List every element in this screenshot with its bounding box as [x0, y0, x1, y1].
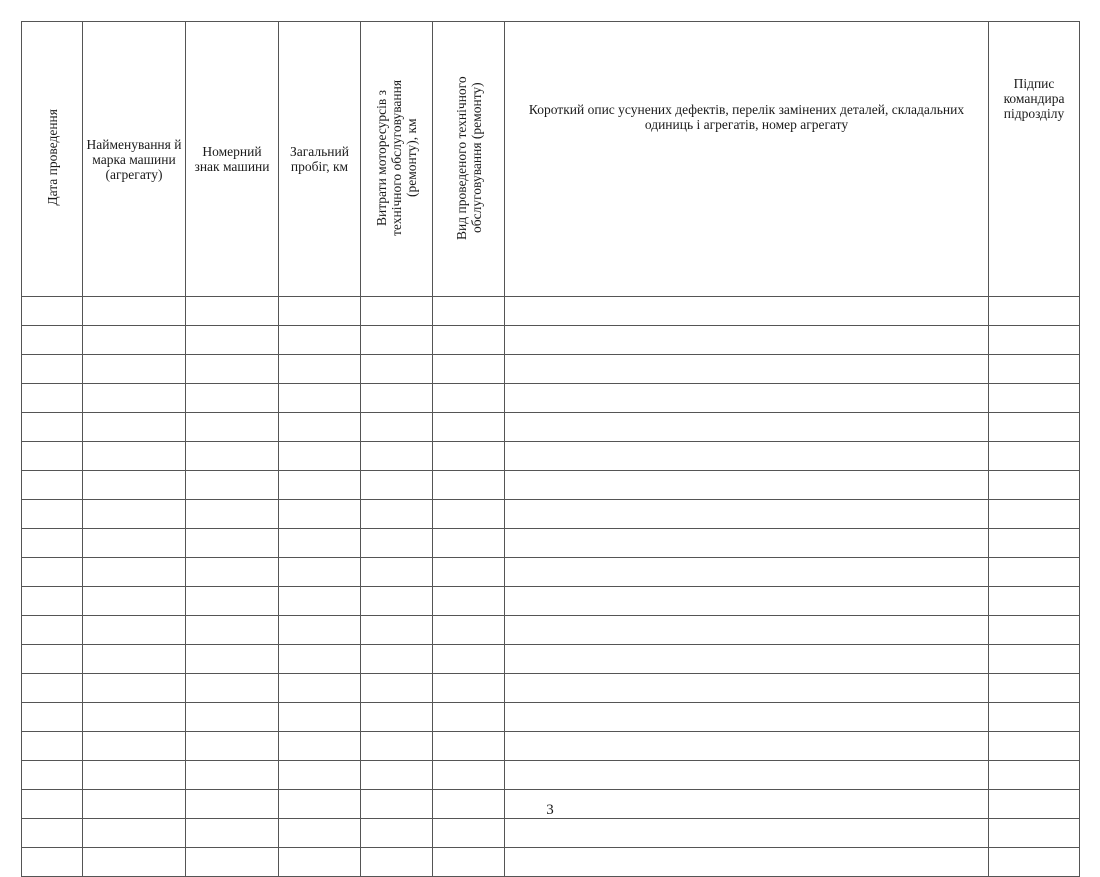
cell-plate[interactable] — [186, 326, 279, 355]
cell-resource[interactable] — [361, 819, 433, 848]
table-header — [22, 22, 1080, 297]
cell-resource[interactable] — [361, 703, 433, 732]
cell-resource[interactable] — [361, 355, 433, 384]
table-row — [22, 413, 1080, 442]
cell-plate[interactable] — [186, 761, 279, 790]
page-number: 3 — [546, 802, 554, 818]
cell-signature[interactable] — [989, 645, 1080, 674]
cell-service_type[interactable] — [433, 848, 505, 877]
cell-mileage[interactable] — [279, 703, 361, 732]
cell-service_type[interactable] — [433, 703, 505, 732]
cell-plate[interactable] — [186, 848, 279, 877]
cell-mileage[interactable] — [279, 442, 361, 471]
header-date — [22, 22, 83, 297]
header-service-type — [433, 22, 505, 297]
cell-service_type[interactable] — [433, 674, 505, 703]
cell-plate[interactable] — [186, 645, 279, 674]
cell-service_type[interactable] — [433, 442, 505, 471]
header-plate-number — [186, 22, 279, 297]
table-row — [22, 819, 1080, 848]
cell-description[interactable] — [505, 732, 989, 761]
cell-service_type[interactable] — [433, 384, 505, 413]
cell-service_type[interactable] — [433, 500, 505, 529]
cell-mileage[interactable] — [279, 616, 361, 645]
table-row — [22, 703, 1080, 732]
cell-plate[interactable] — [186, 355, 279, 384]
table-row — [22, 616, 1080, 645]
cell-plate[interactable] — [186, 413, 279, 442]
cell-description[interactable] — [505, 819, 989, 848]
cell-signature[interactable] — [989, 616, 1080, 645]
cell-resource[interactable] — [361, 558, 433, 587]
cell-name[interactable] — [83, 413, 186, 442]
header-commander-signature — [989, 22, 1080, 297]
cell-date[interactable] — [22, 471, 83, 500]
cell-description[interactable] — [505, 355, 989, 384]
cell-description[interactable] — [505, 384, 989, 413]
cell-plate[interactable] — [186, 384, 279, 413]
cell-plate[interactable] — [186, 558, 279, 587]
cell-service_type[interactable] — [433, 819, 505, 848]
header-date-label: Дата проведення — [44, 109, 60, 206]
cell-plate[interactable] — [186, 529, 279, 558]
table-row — [22, 587, 1080, 616]
header-total-mileage — [279, 22, 361, 297]
maintenance-log-table — [21, 21, 1080, 877]
cell-signature[interactable] — [989, 384, 1080, 413]
cell-signature[interactable] — [989, 471, 1080, 500]
cell-service_type[interactable] — [433, 645, 505, 674]
cell-signature[interactable] — [989, 500, 1080, 529]
header-machine-name-label: Найменування й марка машини (агрегату) — [86, 136, 182, 182]
table-row — [22, 674, 1080, 703]
cell-name[interactable] — [83, 674, 186, 703]
cell-signature[interactable] — [989, 442, 1080, 471]
cell-signature[interactable] — [989, 413, 1080, 442]
cell-mileage[interactable] — [279, 645, 361, 674]
cell-service_type[interactable] — [433, 616, 505, 645]
cell-plate[interactable] — [186, 703, 279, 732]
cell-mileage[interactable] — [279, 587, 361, 616]
cell-plate[interactable] — [186, 674, 279, 703]
cell-date[interactable] — [22, 674, 83, 703]
header-description — [505, 22, 989, 297]
cell-date[interactable] — [22, 587, 83, 616]
cell-name[interactable] — [83, 558, 186, 587]
cell-plate[interactable] — [186, 616, 279, 645]
cell-date[interactable] — [22, 558, 83, 587]
cell-name[interactable] — [83, 297, 186, 326]
cell-resource[interactable] — [361, 645, 433, 674]
header-plate-number-label: Номерний знак машини — [194, 144, 270, 174]
cell-resource[interactable] — [361, 587, 433, 616]
cell-service_type[interactable] — [433, 529, 505, 558]
table-row — [22, 645, 1080, 674]
cell-service_type[interactable] — [433, 471, 505, 500]
cell-resource[interactable] — [361, 442, 433, 471]
cell-plate[interactable] — [186, 500, 279, 529]
cell-mileage[interactable] — [279, 355, 361, 384]
cell-service_type[interactable] — [433, 761, 505, 790]
cell-name[interactable] — [83, 587, 186, 616]
cell-mileage[interactable] — [279, 819, 361, 848]
cell-signature[interactable] — [989, 674, 1080, 703]
cell-plate[interactable] — [186, 297, 279, 326]
cell-date[interactable] — [22, 529, 83, 558]
cell-service_type[interactable] — [433, 413, 505, 442]
cell-mileage[interactable] — [279, 471, 361, 500]
cell-mileage[interactable] — [279, 732, 361, 761]
cell-date[interactable] — [22, 703, 83, 732]
cell-resource[interactable] — [361, 326, 433, 355]
cell-mileage[interactable] — [279, 297, 361, 326]
cell-mileage[interactable] — [279, 674, 361, 703]
header-description-label: Короткий опис усунених дефектів, перелік замінених деталей, складальних одиниць і агрегатів, номер агрегату — [528, 102, 965, 132]
cell-service_type[interactable] — [433, 355, 505, 384]
cell-service_type[interactable] — [433, 297, 505, 326]
cell-description[interactable] — [505, 297, 989, 326]
cell-name[interactable] — [83, 645, 186, 674]
table-row — [22, 297, 1080, 326]
cell-description[interactable] — [505, 703, 989, 732]
header-total-mileage-label: Загальний пробіг, км — [290, 144, 349, 174]
cell-name[interactable] — [83, 529, 186, 558]
header-service-type-label: Вид проведеного технічного обслуговування (ремонту) — [453, 75, 484, 240]
cell-name[interactable] — [83, 500, 186, 529]
cell-mileage[interactable] — [279, 848, 361, 877]
cell-resource[interactable] — [361, 616, 433, 645]
cell-signature[interactable] — [989, 558, 1080, 587]
cell-signature[interactable] — [989, 529, 1080, 558]
cell-description[interactable] — [505, 645, 989, 674]
cell-service_type[interactable] — [433, 326, 505, 355]
cell-date[interactable] — [22, 819, 83, 848]
cell-mileage[interactable] — [279, 529, 361, 558]
cell-plate[interactable] — [186, 471, 279, 500]
table-row — [22, 848, 1080, 877]
cell-mileage[interactable] — [279, 384, 361, 413]
table-body — [22, 297, 1080, 877]
table-row — [22, 761, 1080, 790]
cell-name[interactable] — [83, 616, 186, 645]
cell-name[interactable] — [83, 326, 186, 355]
cell-mileage[interactable] — [279, 413, 361, 442]
cell-description[interactable] — [505, 442, 989, 471]
cell-date[interactable] — [22, 761, 83, 790]
cell-date[interactable] — [22, 326, 83, 355]
cell-description[interactable] — [505, 674, 989, 703]
cell-resource[interactable] — [361, 674, 433, 703]
header-motor-resource-label: Витрати моторесурсів з технічного обслуговування (ремонту), км — [374, 79, 419, 236]
cell-description[interactable] — [505, 326, 989, 355]
cell-resource[interactable] — [361, 384, 433, 413]
cell-service_type[interactable] — [433, 587, 505, 616]
table-row — [22, 732, 1080, 761]
table-row — [22, 442, 1080, 471]
cell-resource[interactable] — [361, 471, 433, 500]
cell-date[interactable] — [22, 413, 83, 442]
cell-service_type[interactable] — [433, 558, 505, 587]
cell-resource[interactable] — [361, 529, 433, 558]
cell-description[interactable] — [505, 848, 989, 877]
cell-plate[interactable] — [186, 587, 279, 616]
cell-name[interactable] — [83, 355, 186, 384]
cell-name[interactable] — [83, 819, 186, 848]
cell-signature[interactable] — [989, 355, 1080, 384]
cell-name[interactable] — [83, 384, 186, 413]
header-row — [22, 22, 1080, 297]
cell-service_type[interactable] — [433, 732, 505, 761]
table-row — [22, 326, 1080, 355]
cell-description[interactable] — [505, 761, 989, 790]
cell-signature[interactable] — [989, 587, 1080, 616]
table-row — [22, 500, 1080, 529]
cell-date[interactable] — [22, 355, 83, 384]
cell-resource[interactable] — [361, 848, 433, 877]
table-row — [22, 558, 1080, 587]
cell-resource[interactable] — [361, 297, 433, 326]
cell-resource[interactable] — [361, 732, 433, 761]
cell-name[interactable] — [83, 732, 186, 761]
cell-signature[interactable] — [989, 703, 1080, 732]
cell-signature[interactable] — [989, 848, 1080, 877]
cell-description[interactable] — [505, 616, 989, 645]
header-machine-name — [83, 22, 186, 297]
cell-date[interactable] — [22, 732, 83, 761]
cell-name[interactable] — [83, 761, 186, 790]
cell-description[interactable] — [505, 471, 989, 500]
cell-mileage[interactable] — [279, 761, 361, 790]
cell-plate[interactable] — [186, 819, 279, 848]
cell-signature[interactable] — [989, 297, 1080, 326]
cell-signature[interactable] — [989, 732, 1080, 761]
cell-description[interactable] — [505, 587, 989, 616]
cell-description[interactable] — [505, 500, 989, 529]
cell-date[interactable] — [22, 616, 83, 645]
cell-name[interactable] — [83, 442, 186, 471]
cell-date[interactable] — [22, 848, 83, 877]
cell-signature[interactable] — [989, 761, 1080, 790]
header-motor-resource — [361, 22, 433, 297]
cell-date[interactable] — [22, 645, 83, 674]
table-row — [22, 355, 1080, 384]
cell-plate[interactable] — [186, 732, 279, 761]
cell-mileage[interactable] — [279, 326, 361, 355]
cell-date[interactable] — [22, 297, 83, 326]
cell-plate[interactable] — [186, 442, 279, 471]
cell-name[interactable] — [83, 848, 186, 877]
cell-signature[interactable] — [989, 326, 1080, 355]
cell-mileage[interactable] — [279, 558, 361, 587]
cell-description[interactable] — [505, 413, 989, 442]
cell-date[interactable] — [22, 442, 83, 471]
cell-name[interactable] — [83, 703, 186, 732]
table-row — [22, 384, 1080, 413]
cell-resource[interactable] — [361, 500, 433, 529]
cell-date[interactable] — [22, 500, 83, 529]
cell-description[interactable] — [505, 529, 989, 558]
table-row — [22, 471, 1080, 500]
cell-signature[interactable] — [989, 819, 1080, 848]
cell-resource[interactable] — [361, 761, 433, 790]
cell-resource[interactable] — [361, 413, 433, 442]
table-row — [22, 529, 1080, 558]
cell-date[interactable] — [22, 384, 83, 413]
header-commander-signature-label: Підпис командира підрозділу — [1003, 76, 1065, 121]
cell-mileage[interactable] — [279, 500, 361, 529]
cell-description[interactable] — [505, 558, 989, 587]
cell-name[interactable] — [83, 471, 186, 500]
